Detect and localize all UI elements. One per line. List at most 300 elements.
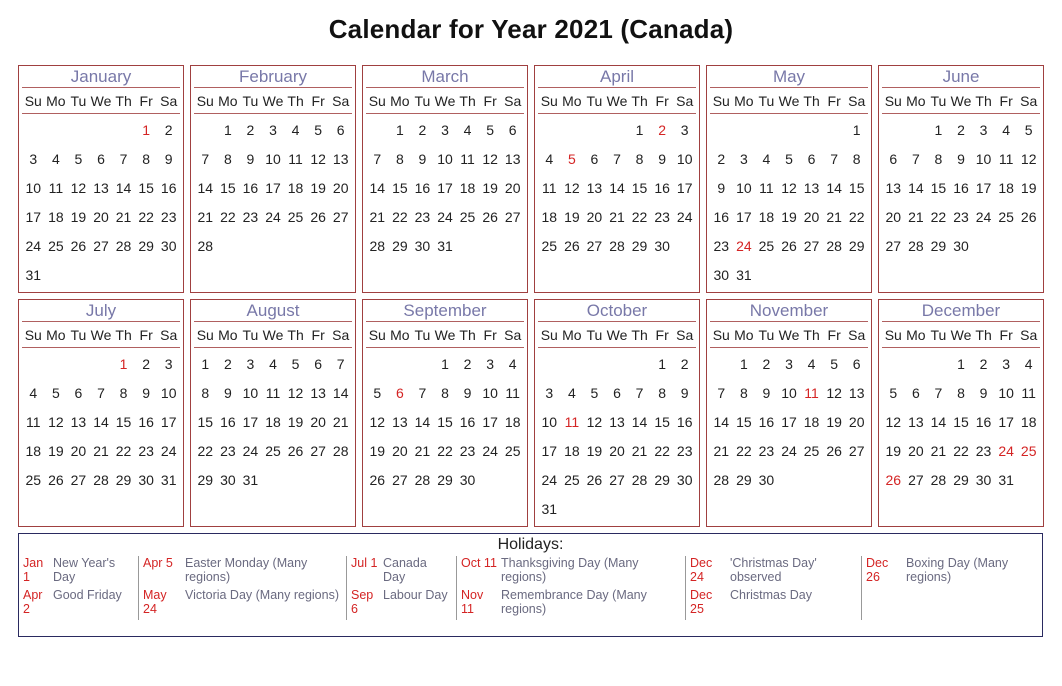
day-cell: 2 bbox=[717, 151, 726, 167]
day-cell: 28 bbox=[414, 472, 431, 488]
day-cell: 22 bbox=[654, 443, 670, 459]
day-cell: 31 bbox=[25, 267, 42, 283]
day-cell: 22 bbox=[437, 443, 453, 459]
day-cell: 9 bbox=[418, 151, 427, 167]
day-cell: 22 bbox=[138, 209, 154, 225]
day-cell: 16 bbox=[713, 209, 730, 225]
empty-cell bbox=[45, 116, 68, 145]
holiday-column bbox=[862, 556, 1042, 620]
day-cell: 15 bbox=[115, 414, 132, 430]
day-cell: 6 bbox=[613, 385, 621, 401]
day-cell: 19 bbox=[826, 414, 842, 430]
day-cell: 7 bbox=[830, 151, 839, 167]
day-cell: 13 bbox=[609, 414, 625, 430]
holiday-day-cell: 1 bbox=[119, 356, 128, 372]
day-cell: 18 bbox=[25, 443, 42, 459]
weekday-label: Sa bbox=[160, 93, 178, 109]
weekday-label: Sa bbox=[848, 327, 866, 343]
day-cell: 3 bbox=[486, 356, 495, 372]
weekday-label: Su bbox=[540, 93, 558, 109]
holiday-date: Nov 11 bbox=[461, 588, 484, 616]
day-cell: 29 bbox=[654, 472, 670, 488]
day-grid bbox=[22, 116, 180, 290]
day-cell: 1 bbox=[223, 122, 232, 138]
weekday-label: We bbox=[950, 93, 972, 109]
day-cell: 12 bbox=[369, 414, 386, 430]
empty-cell bbox=[823, 116, 846, 145]
day-cell: 15 bbox=[631, 180, 648, 196]
weekday-label: We bbox=[950, 327, 972, 343]
weekday-header bbox=[882, 88, 1040, 114]
weekday-label: Sa bbox=[1020, 327, 1038, 343]
day-cell: 18 bbox=[287, 180, 304, 196]
day-cell: 17 bbox=[781, 414, 797, 430]
holiday-name: Canada Day bbox=[383, 556, 427, 584]
holiday-day-cell: 11 bbox=[804, 385, 819, 401]
weekday-label: Mo bbox=[734, 327, 754, 343]
day-cell: 28 bbox=[332, 443, 349, 459]
day-cell: 9 bbox=[223, 385, 232, 401]
day-cell: 16 bbox=[160, 180, 177, 196]
day-cell: 24 bbox=[265, 209, 281, 225]
day-cell: 6 bbox=[852, 356, 861, 372]
day-cell: 6 bbox=[807, 151, 816, 167]
day-cell: 5 bbox=[486, 122, 495, 138]
day-cell: 31 bbox=[242, 472, 259, 488]
day-cell: 13 bbox=[392, 414, 408, 430]
day-cell: 14 bbox=[826, 180, 842, 196]
holiday-date: Dec 24 bbox=[690, 556, 713, 584]
weekday-label: Mo bbox=[218, 327, 238, 343]
day-cell: 9 bbox=[142, 385, 151, 401]
day-grid bbox=[710, 350, 868, 495]
day-cell: 3 bbox=[979, 122, 988, 138]
day-cell: 13 bbox=[310, 385, 326, 401]
holiday-day-cell: 2 bbox=[658, 122, 667, 138]
day-cell: 23 bbox=[459, 443, 476, 459]
weekday-label: Tu bbox=[586, 327, 603, 343]
weekday-label: Mo bbox=[562, 327, 582, 343]
day-cell: 13 bbox=[93, 180, 109, 196]
empty-cell bbox=[538, 116, 561, 145]
day-cell: 21 bbox=[609, 209, 625, 225]
holiday-name: Remembrance Day (Many regions) bbox=[501, 588, 647, 616]
day-cell: 5 bbox=[785, 151, 793, 167]
day-cell: 23 bbox=[160, 209, 177, 225]
weekday-label: Th bbox=[287, 93, 304, 109]
day-cell: 4 bbox=[269, 356, 277, 372]
day-cell: 9 bbox=[246, 151, 255, 167]
day-cell: 3 bbox=[246, 356, 255, 372]
day-cell: 1 bbox=[739, 356, 748, 372]
weekday-label: Fr bbox=[311, 327, 325, 343]
day-cell: 14 bbox=[713, 414, 730, 430]
day-cell: 28 bbox=[826, 238, 842, 254]
day-cell: 7 bbox=[97, 385, 105, 401]
day-cell: 24 bbox=[541, 472, 558, 488]
weekday-label: We bbox=[90, 93, 112, 109]
day-cell: 23 bbox=[953, 209, 969, 225]
day-cell: 3 bbox=[164, 356, 173, 372]
weekday-label: Fr bbox=[483, 327, 497, 343]
day-cell: 2 bbox=[957, 122, 965, 138]
weekday-label: Tu bbox=[242, 327, 259, 343]
day-cell: 4 bbox=[508, 356, 517, 372]
month-may bbox=[706, 65, 872, 293]
day-cell: 23 bbox=[975, 443, 992, 459]
day-cell: 27 bbox=[310, 443, 326, 459]
day-cell: 24 bbox=[676, 209, 693, 225]
day-cell: 15 bbox=[437, 414, 453, 430]
weekday-label: Fr bbox=[999, 93, 1013, 109]
day-cell: 1 bbox=[852, 122, 861, 138]
day-cell: 5 bbox=[1024, 122, 1033, 138]
day-cell: 14 bbox=[115, 180, 132, 196]
day-cell: 10 bbox=[265, 151, 281, 167]
month-name: August bbox=[194, 300, 352, 322]
day-cell: 10 bbox=[437, 151, 453, 167]
month-january bbox=[18, 65, 184, 293]
day-cell: 4 bbox=[51, 151, 60, 167]
weekday-label: Sa bbox=[1020, 93, 1038, 109]
day-cell: 9 bbox=[979, 385, 988, 401]
weekday-label: Th bbox=[631, 93, 648, 109]
day-cell: 19 bbox=[781, 209, 797, 225]
day-cell: 18 bbox=[541, 209, 558, 225]
empty-cell bbox=[882, 116, 905, 145]
day-cell: 7 bbox=[635, 385, 644, 401]
month-name: March bbox=[366, 66, 524, 88]
day-cell: 12 bbox=[48, 414, 64, 430]
day-cell: 5 bbox=[590, 385, 599, 401]
day-cell: 4 bbox=[463, 122, 472, 138]
day-cell: 19 bbox=[482, 180, 498, 196]
holiday-name: Easter Monday (Many regions) bbox=[185, 556, 308, 584]
holiday-name: Thanksgiving Day (Many regions) bbox=[501, 556, 639, 584]
day-cell: 6 bbox=[508, 122, 517, 138]
day-cell: 15 bbox=[953, 414, 969, 430]
day-cell: 19 bbox=[564, 209, 580, 225]
day-cell: 13 bbox=[848, 385, 865, 401]
day-cell: 21 bbox=[332, 414, 349, 430]
empty-cell bbox=[606, 116, 629, 145]
month-february bbox=[190, 65, 356, 293]
day-grid bbox=[538, 350, 696, 524]
day-cell: 20 bbox=[392, 443, 408, 459]
weekday-header bbox=[22, 88, 180, 114]
day-cell: 19 bbox=[287, 414, 304, 430]
day-cell: 13 bbox=[332, 151, 349, 167]
weekday-label: We bbox=[262, 327, 284, 343]
weekday-label: Tu bbox=[758, 93, 775, 109]
holiday-date: Dec 26 bbox=[866, 556, 889, 584]
day-cell: 24 bbox=[437, 209, 453, 225]
day-cell: 10 bbox=[25, 180, 42, 196]
day-cell: 21 bbox=[908, 209, 924, 225]
day-cell: 26 bbox=[586, 472, 603, 488]
empty-cell bbox=[90, 350, 113, 379]
day-cell: 10 bbox=[676, 151, 693, 167]
weekday-label: Mo bbox=[46, 93, 66, 109]
day-cell: 18 bbox=[1020, 414, 1037, 430]
day-cell: 1 bbox=[395, 122, 404, 138]
day-cell: 18 bbox=[265, 414, 281, 430]
day-cell: 4 bbox=[291, 122, 300, 138]
weekday-label: Su bbox=[368, 93, 386, 109]
day-cell: 20 bbox=[803, 209, 820, 225]
day-cell: 19 bbox=[48, 443, 64, 459]
weekday-label: Sa bbox=[160, 327, 178, 343]
day-cell: 17 bbox=[482, 414, 498, 430]
holiday-name: Good Friday bbox=[53, 588, 122, 602]
weekday-label: Th bbox=[115, 327, 132, 343]
day-cell: 10 bbox=[998, 385, 1014, 401]
holiday-date: May 24 bbox=[143, 588, 167, 616]
day-cell: 28 bbox=[631, 472, 648, 488]
day-cell: 29 bbox=[197, 472, 214, 488]
day-cell: 26 bbox=[1020, 209, 1037, 225]
weekday-label: Fr bbox=[139, 327, 153, 343]
day-cell: 16 bbox=[138, 414, 154, 430]
day-cell: 10 bbox=[781, 385, 797, 401]
day-cell: 22 bbox=[930, 209, 947, 225]
holiday-date: Oct 11 bbox=[461, 556, 497, 570]
empty-cell bbox=[927, 350, 950, 379]
day-grid bbox=[194, 350, 352, 495]
day-cell: 4 bbox=[567, 385, 576, 401]
month-name: September bbox=[366, 300, 524, 322]
day-cell: 12 bbox=[287, 385, 304, 401]
day-cell: 24 bbox=[781, 443, 797, 459]
day-cell: 27 bbox=[70, 472, 87, 488]
day-cell: 26 bbox=[310, 209, 326, 225]
day-cell: 27 bbox=[609, 472, 625, 488]
weekday-label: Th bbox=[975, 327, 992, 343]
month-name: July bbox=[22, 300, 180, 322]
weekday-label: Th bbox=[631, 327, 648, 343]
day-cell: 14 bbox=[197, 180, 214, 196]
day-cell: 11 bbox=[542, 180, 557, 196]
day-cell: 5 bbox=[889, 385, 898, 401]
holiday-date: Jan 1 bbox=[23, 556, 44, 584]
day-cell: 30 bbox=[220, 472, 236, 488]
weekday-label: Sa bbox=[332, 327, 350, 343]
day-cell: 25 bbox=[803, 443, 820, 459]
day-cell: 24 bbox=[242, 443, 259, 459]
day-cell: 10 bbox=[482, 385, 498, 401]
day-cell: 14 bbox=[631, 414, 648, 430]
weekday-header bbox=[194, 88, 352, 114]
holiday-column bbox=[139, 556, 347, 620]
weekday-label: Tu bbox=[70, 327, 87, 343]
day-cell: 2 bbox=[680, 356, 689, 372]
day-cell: 14 bbox=[414, 414, 431, 430]
day-cell: 26 bbox=[482, 209, 498, 225]
weekday-label: Su bbox=[884, 93, 902, 109]
day-cell: 9 bbox=[164, 151, 173, 167]
empty-cell bbox=[538, 350, 561, 379]
weekday-label: Sa bbox=[848, 93, 866, 109]
day-cell: 29 bbox=[138, 238, 154, 254]
weekday-header bbox=[882, 322, 1040, 348]
day-cell: 26 bbox=[287, 443, 304, 459]
day-cell: 20 bbox=[908, 443, 924, 459]
day-cell: 9 bbox=[680, 385, 689, 401]
day-cell: 26 bbox=[369, 472, 386, 488]
month-name: December bbox=[882, 300, 1040, 322]
day-cell: 3 bbox=[739, 151, 748, 167]
empty-cell bbox=[755, 116, 778, 145]
day-cell: 29 bbox=[392, 238, 408, 254]
day-cell: 24 bbox=[482, 443, 498, 459]
day-cell: 3 bbox=[545, 385, 554, 401]
weekday-label: Mo bbox=[562, 93, 582, 109]
day-cell: 7 bbox=[373, 151, 382, 167]
day-cell: 25 bbox=[287, 209, 304, 225]
empty-cell bbox=[628, 350, 651, 379]
day-cell: 8 bbox=[119, 385, 128, 401]
empty-cell bbox=[45, 350, 68, 379]
day-cell: 9 bbox=[717, 180, 726, 196]
day-cell: 30 bbox=[654, 238, 670, 254]
day-cell: 5 bbox=[314, 122, 323, 138]
day-cell: 6 bbox=[74, 385, 83, 401]
day-cell: 4 bbox=[1024, 356, 1033, 372]
month-name: April bbox=[538, 66, 696, 88]
empty-cell bbox=[606, 350, 629, 379]
empty-cell bbox=[22, 350, 45, 379]
day-cell: 12 bbox=[482, 151, 498, 167]
empty-cell bbox=[778, 116, 801, 145]
weekday-label: Fr bbox=[139, 93, 153, 109]
day-cell: 18 bbox=[459, 180, 476, 196]
day-cell: 4 bbox=[1002, 122, 1011, 138]
weekday-label: Fr bbox=[827, 327, 841, 343]
day-cell: 24 bbox=[160, 443, 177, 459]
holiday-day-cell: 24 bbox=[736, 238, 752, 254]
weekday-label: We bbox=[434, 327, 456, 343]
day-cell: 24 bbox=[25, 238, 42, 254]
day-cell: 3 bbox=[441, 122, 449, 138]
day-cell: 8 bbox=[223, 151, 232, 167]
empty-cell bbox=[90, 116, 113, 145]
weekday-header bbox=[710, 88, 868, 114]
month-april bbox=[534, 65, 700, 293]
day-cell: 12 bbox=[310, 151, 326, 167]
weekday-label: Sa bbox=[504, 327, 522, 343]
empty-cell bbox=[800, 116, 823, 145]
day-cell: 17 bbox=[242, 414, 259, 430]
day-cell: 13 bbox=[908, 414, 924, 430]
day-cell: 15 bbox=[930, 180, 947, 196]
day-cell: 11 bbox=[26, 414, 41, 430]
month-name: February bbox=[194, 66, 352, 88]
day-cell: 17 bbox=[541, 443, 558, 459]
day-cell: 3 bbox=[269, 122, 277, 138]
weekday-label: Su bbox=[196, 93, 214, 109]
weekday-label: Sa bbox=[332, 93, 350, 109]
day-cell: 26 bbox=[564, 238, 580, 254]
day-cell: 2 bbox=[142, 356, 151, 372]
empty-cell bbox=[561, 350, 584, 379]
weekday-label: Su bbox=[24, 93, 42, 109]
day-cell: 8 bbox=[852, 151, 861, 167]
day-cell: 15 bbox=[220, 180, 236, 196]
empty-cell bbox=[411, 350, 434, 379]
day-cell: 27 bbox=[332, 209, 349, 225]
day-cell: 31 bbox=[437, 238, 453, 254]
day-cell: 21 bbox=[414, 443, 431, 459]
empty-cell bbox=[22, 116, 45, 145]
weekday-label: Su bbox=[712, 93, 730, 109]
empty-cell bbox=[905, 350, 928, 379]
day-cell: 19 bbox=[586, 443, 603, 459]
holiday-column bbox=[347, 556, 457, 620]
day-cell: 27 bbox=[586, 238, 603, 254]
day-cell: 25 bbox=[48, 238, 64, 254]
day-cell: 18 bbox=[504, 414, 521, 430]
month-october bbox=[534, 299, 700, 527]
day-cell: 3 bbox=[1002, 356, 1011, 372]
weekday-header bbox=[194, 322, 352, 348]
empty-cell bbox=[366, 116, 389, 145]
day-cell: 16 bbox=[953, 180, 969, 196]
weekday-label: We bbox=[778, 93, 800, 109]
day-cell: 14 bbox=[332, 385, 349, 401]
day-cell: 26 bbox=[70, 238, 87, 254]
day-cell: 23 bbox=[654, 209, 670, 225]
day-grid bbox=[538, 116, 696, 261]
day-cell: 20 bbox=[609, 443, 625, 459]
day-cell: 7 bbox=[418, 385, 427, 401]
weekday-label: Tu bbox=[70, 93, 87, 109]
day-cell: 7 bbox=[201, 151, 210, 167]
weekday-label: We bbox=[606, 327, 628, 343]
empty-cell bbox=[67, 116, 90, 145]
weekday-label: Su bbox=[368, 327, 386, 343]
empty-cell bbox=[366, 350, 389, 379]
empty-cell bbox=[561, 116, 584, 145]
day-cell: 15 bbox=[736, 414, 752, 430]
weekday-label: Fr bbox=[311, 93, 325, 109]
day-cell: 29 bbox=[631, 238, 648, 254]
day-cell: 5 bbox=[373, 385, 382, 401]
day-cell: 8 bbox=[395, 151, 404, 167]
day-cell: 11 bbox=[288, 151, 303, 167]
holiday-day-cell: 24 bbox=[998, 443, 1014, 459]
weekday-label: We bbox=[262, 93, 284, 109]
day-cell: 8 bbox=[957, 385, 965, 401]
day-cell: 12 bbox=[70, 180, 87, 196]
weekday-header bbox=[366, 322, 524, 348]
day-cell: 20 bbox=[93, 209, 109, 225]
day-grid bbox=[882, 116, 1040, 261]
day-cell: 31 bbox=[541, 501, 558, 517]
holiday-column bbox=[457, 556, 686, 620]
holiday-day-cell: 1 bbox=[142, 122, 151, 138]
month-name: November bbox=[710, 300, 868, 322]
weekday-label: Tu bbox=[930, 327, 947, 343]
day-cell: 5 bbox=[74, 151, 83, 167]
day-cell: 26 bbox=[48, 472, 64, 488]
day-cell: 22 bbox=[115, 443, 132, 459]
day-cell: 22 bbox=[848, 209, 865, 225]
day-cell: 6 bbox=[911, 385, 920, 401]
day-cell: 29 bbox=[736, 472, 752, 488]
day-cell: 2 bbox=[164, 122, 173, 138]
holiday-date: Jul 1 bbox=[351, 556, 378, 570]
day-cell: 20 bbox=[848, 414, 865, 430]
